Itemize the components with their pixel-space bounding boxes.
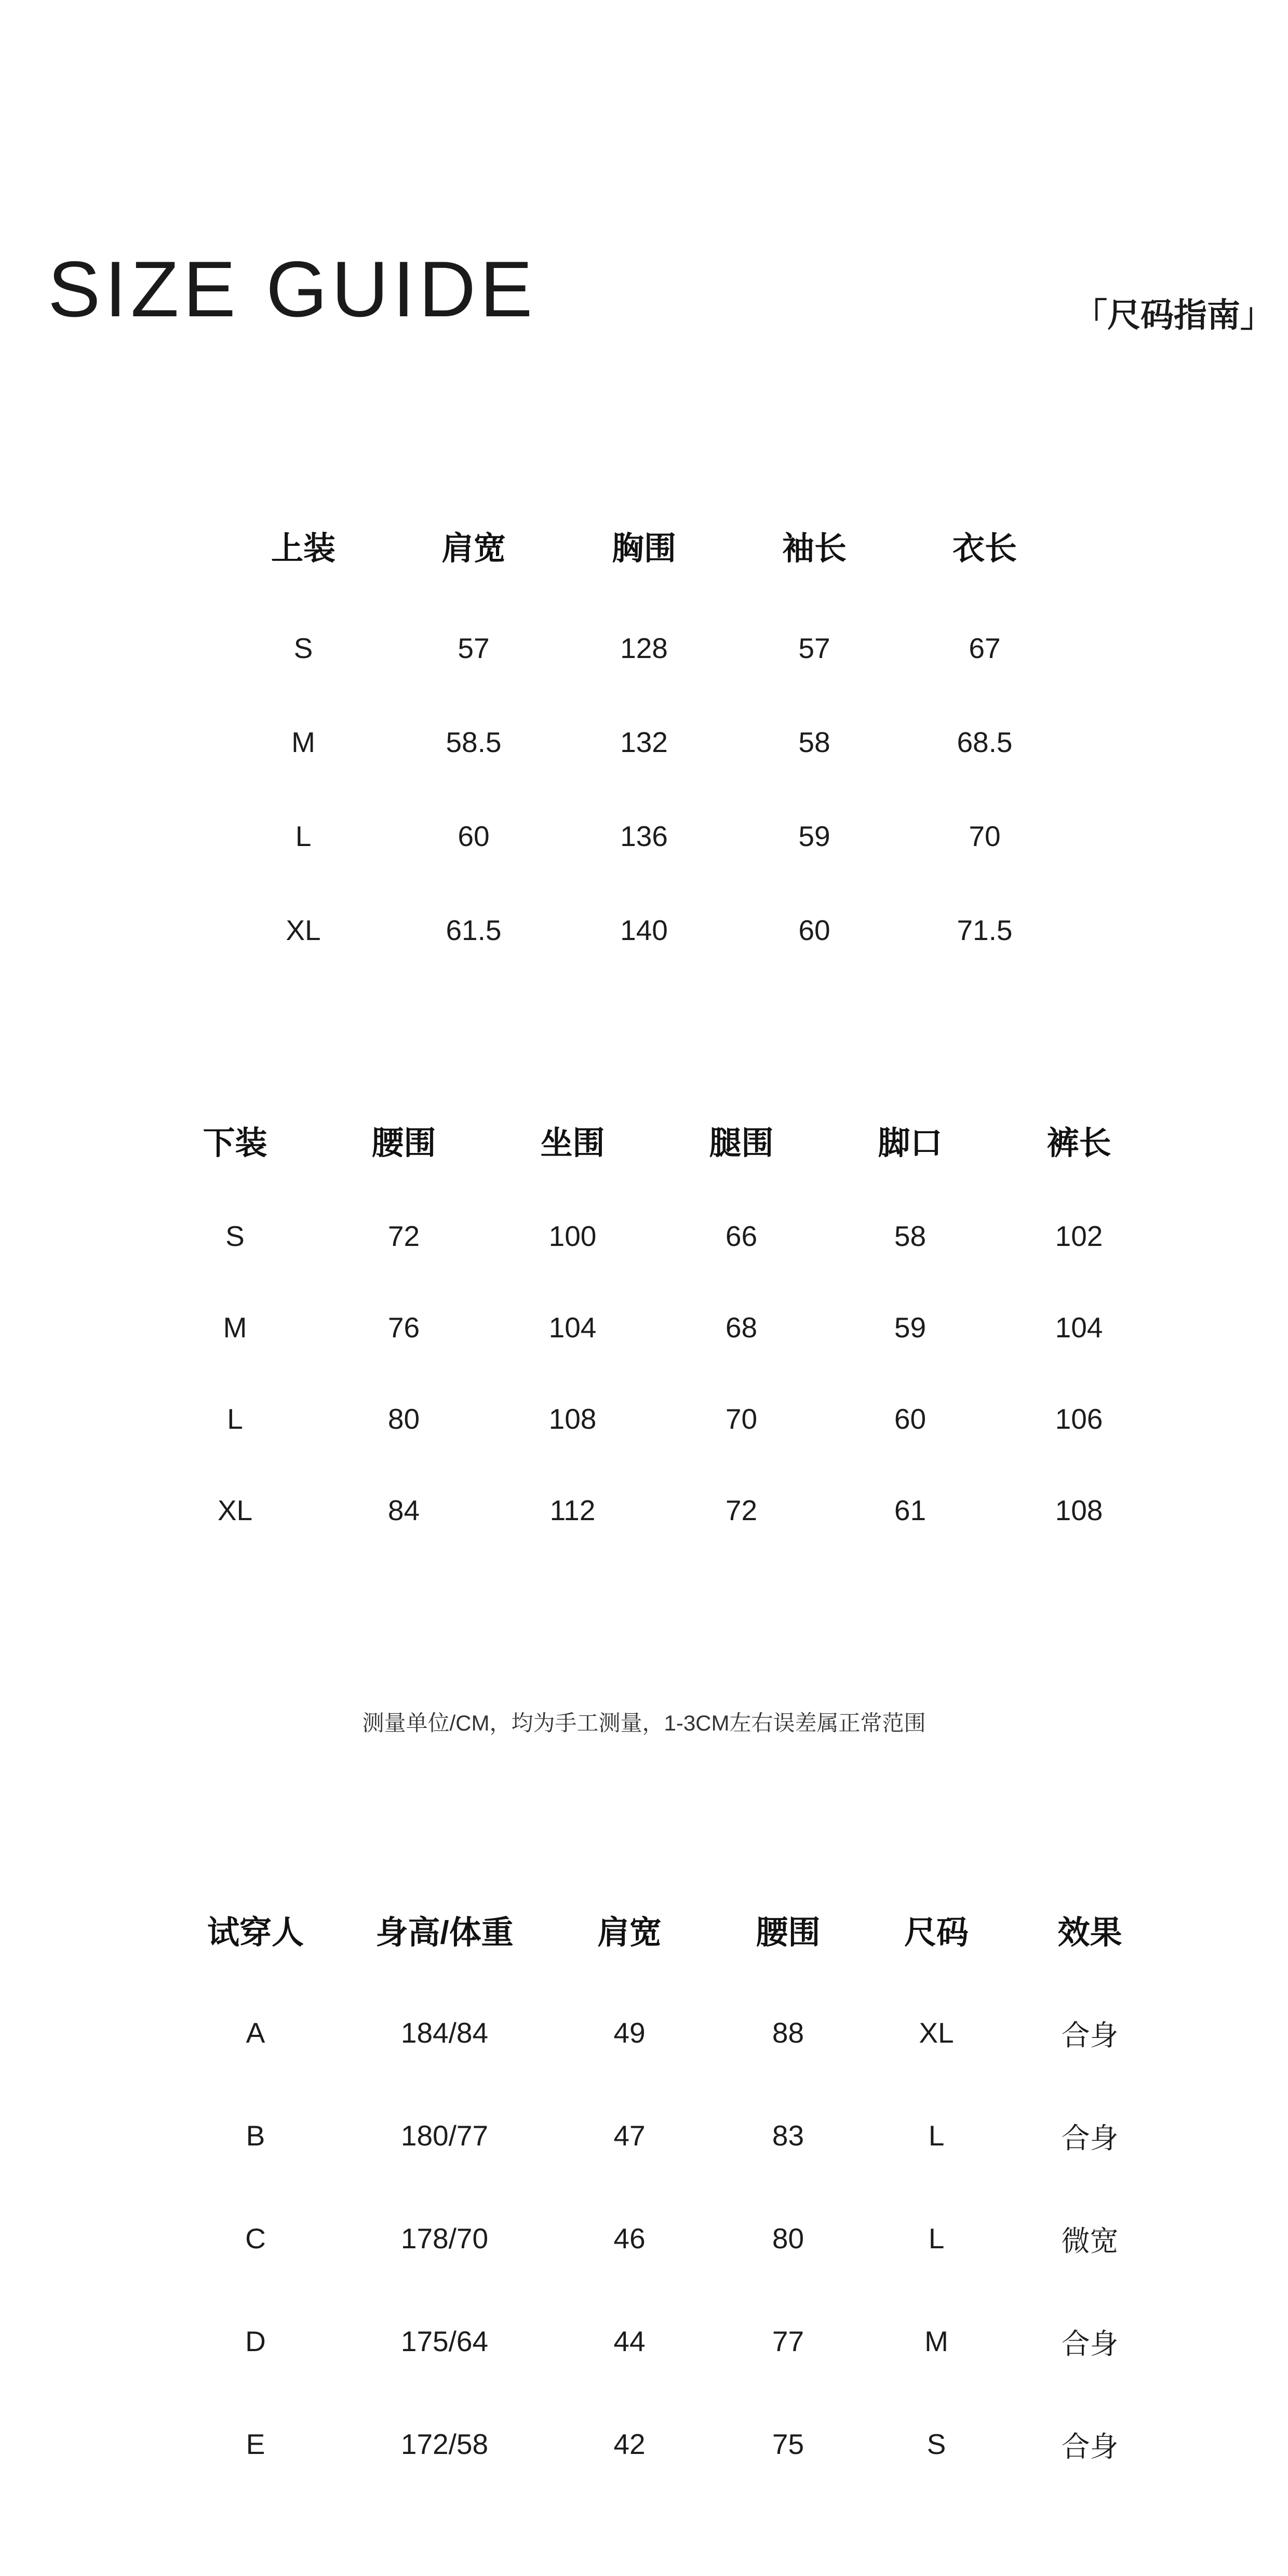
size-value: 61: [894, 1494, 927, 1526]
tester-value: 47: [613, 2119, 646, 2152]
tester-value: 172/58: [400, 2428, 489, 2460]
size-value: 106: [1055, 1403, 1103, 1435]
column-header: 试穿人: [207, 1914, 304, 1951]
size-value: 66: [725, 1220, 758, 1252]
column-header: 胸围: [611, 530, 676, 567]
size-value: 70: [969, 820, 1001, 852]
table-row: [151, 1190, 1163, 1282]
column-header: 身高/体重: [375, 1914, 514, 1951]
tester-value: L: [928, 2222, 945, 2255]
size-value: 72: [725, 1494, 758, 1526]
size-value: 108: [1055, 1494, 1103, 1526]
tester-value: 77: [772, 2325, 804, 2357]
tester-value: 微宽: [1061, 2224, 1119, 2257]
tester-value: 42: [613, 2428, 646, 2460]
tester-value: 46: [613, 2222, 646, 2255]
column-header: 袖长: [782, 530, 847, 567]
size-label: M: [291, 726, 315, 758]
fit-tester-table: [166, 1901, 1169, 2496]
tester-label: B: [246, 2119, 265, 2152]
tester-value: 83: [772, 2119, 804, 2152]
tester-value: 178/70: [400, 2222, 489, 2255]
tops-size-table: [218, 517, 1070, 977]
tester-value: L: [928, 2119, 945, 2152]
table-row: [166, 2290, 1169, 2393]
tester-value: XL: [919, 2017, 954, 2049]
size-value: 60: [894, 1403, 927, 1435]
size-value: 60: [458, 820, 490, 852]
size-value: 59: [894, 1311, 927, 1344]
page-title: SIZE GUIDE: [48, 245, 537, 333]
tester-value: 49: [613, 2017, 646, 2049]
column-header: 肩宽: [597, 1914, 662, 1951]
column-header: 衣长: [952, 530, 1017, 567]
size-value: 140: [620, 914, 668, 946]
size-value: 72: [387, 1220, 420, 1252]
size-label: M: [223, 1311, 247, 1344]
tester-value: 180/77: [400, 2119, 489, 2152]
column-header: 脚口: [878, 1125, 943, 1161]
tester-value: 合身: [1061, 2019, 1119, 2051]
size-value: 100: [548, 1220, 597, 1252]
column-header: 肩宽: [441, 530, 506, 567]
tester-value: 合身: [1061, 2327, 1119, 2360]
size-value: 104: [1055, 1311, 1103, 1344]
table-row: [151, 1282, 1163, 1373]
page-subtitle: 「尺码指南」: [1074, 297, 1273, 334]
table-row: [151, 1373, 1163, 1465]
size-value: 84: [387, 1494, 420, 1526]
size-label: XL: [286, 914, 321, 946]
tester-value: 80: [772, 2222, 804, 2255]
size-value: 61.5: [446, 914, 502, 946]
bottoms-header-row: [151, 1111, 1163, 1169]
column-header: 腰围: [371, 1125, 436, 1161]
measurement-note: 测量单位/CM，均为手工测量，1-3CM左右误差属正常范围: [362, 1711, 926, 1735]
size-value: 57: [798, 632, 830, 664]
size-value: 71.5: [957, 914, 1013, 946]
size-value: 58: [894, 1220, 927, 1252]
tester-value: 88: [772, 2017, 804, 2049]
tester-label: A: [246, 2017, 265, 2049]
column-header: 效果: [1057, 1914, 1122, 1951]
table-row: [218, 789, 1070, 883]
column-header: 腰围: [756, 1914, 821, 1951]
table-row: [166, 2393, 1169, 2496]
size-value: 57: [458, 632, 490, 664]
tester-label: D: [245, 2325, 266, 2357]
tops-header-row: [218, 517, 1070, 574]
size-label: L: [227, 1403, 243, 1435]
size-value: 132: [620, 726, 668, 758]
bottoms-size-table: [151, 1111, 1163, 1556]
column-header: 尺码: [904, 1914, 969, 1951]
size-value: 136: [620, 820, 668, 852]
tester-value: 44: [613, 2325, 646, 2357]
size-value: 112: [549, 1494, 596, 1526]
size-value: 104: [548, 1311, 597, 1344]
size-label: XL: [217, 1494, 253, 1526]
column-header: 坐围: [540, 1125, 605, 1161]
size-value: 102: [1055, 1220, 1103, 1252]
table-row: [218, 883, 1070, 977]
column-header: 上装: [271, 530, 336, 567]
size-value: 60: [798, 914, 830, 946]
tester-label: E: [246, 2428, 265, 2460]
size-value: 108: [548, 1403, 597, 1435]
tester-value: 合身: [1061, 2122, 1119, 2154]
column-header: 下装: [203, 1125, 267, 1161]
table-row: [166, 1981, 1169, 2084]
tester-value: 75: [772, 2428, 804, 2460]
size-label: S: [225, 1220, 245, 1252]
tester-value: 175/64: [400, 2325, 489, 2357]
size-value: 58: [798, 726, 830, 758]
size-label: L: [295, 820, 312, 852]
size-value: 68.5: [957, 726, 1013, 758]
column-header: 腿围: [709, 1125, 774, 1161]
size-value: 67: [969, 632, 1001, 664]
tester-value: 184/84: [400, 2017, 489, 2049]
size-value: 80: [387, 1403, 420, 1435]
column-header: 裤长: [1046, 1125, 1111, 1161]
tester-label: C: [245, 2222, 266, 2255]
fit-header-row: [166, 1901, 1169, 1958]
table-row: [218, 601, 1070, 695]
table-row: [166, 2187, 1169, 2290]
table-row: [218, 695, 1070, 789]
tester-value: M: [924, 2325, 948, 2357]
size-value: 128: [620, 632, 668, 664]
size-value: 70: [725, 1403, 758, 1435]
size-value: 58.5: [446, 726, 502, 758]
size-value: 76: [387, 1311, 420, 1344]
tester-value: 合身: [1061, 2430, 1119, 2463]
table-row: [166, 2084, 1169, 2187]
table-row: [151, 1465, 1163, 1556]
tester-value: S: [927, 2428, 946, 2460]
size-value: 59: [798, 820, 830, 852]
size-value: 68: [725, 1311, 758, 1344]
size-label: S: [293, 632, 313, 664]
